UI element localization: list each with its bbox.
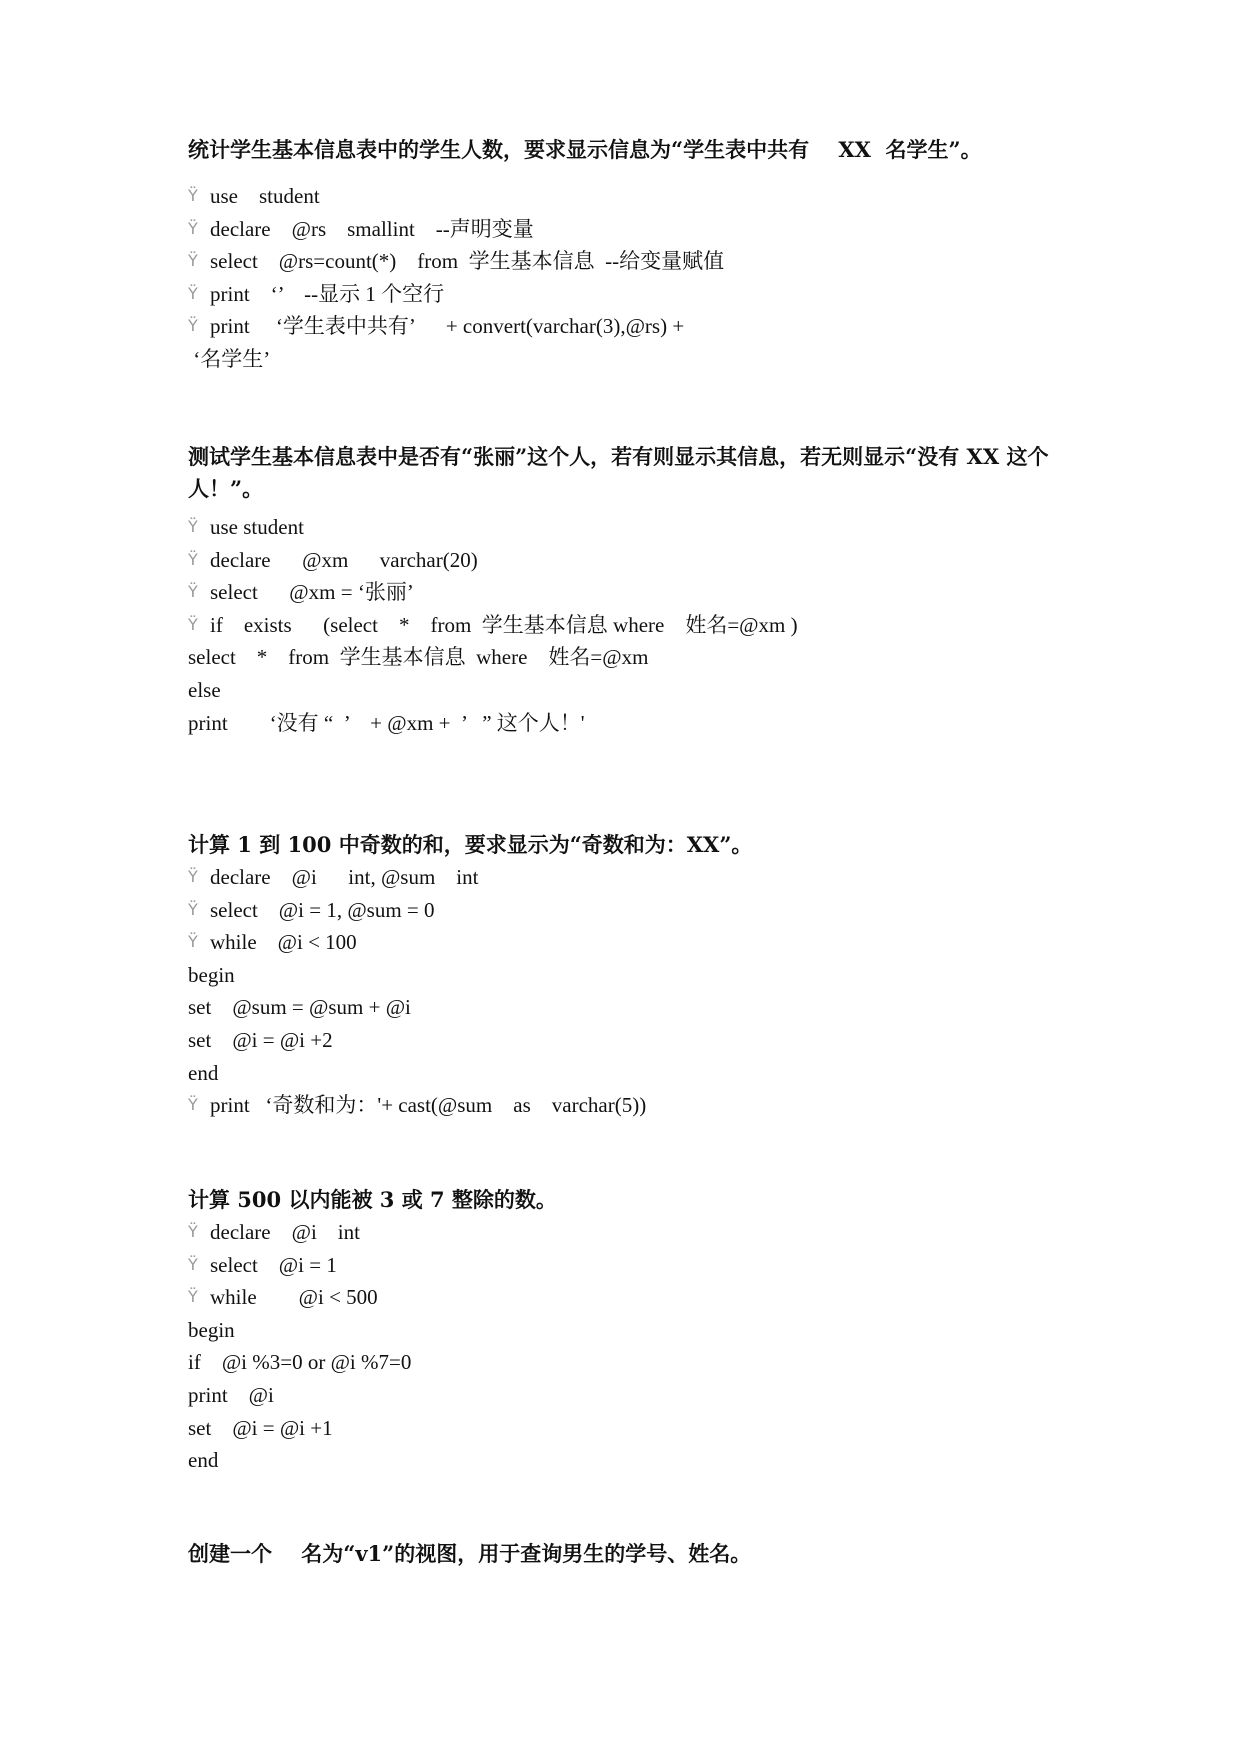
bullet-mark-icon: Ÿ	[188, 186, 198, 205]
code-block	[188, 180, 1088, 376]
code-line	[188, 1314, 1088, 1347]
code-text: use student	[210, 184, 320, 208]
code-text: set @i = @i +2	[188, 1027, 333, 1052]
code-line	[188, 959, 1088, 992]
code-line	[188, 609, 1068, 642]
code-line	[188, 926, 1088, 959]
section-5	[188, 1538, 1088, 1570]
section-heading: 计算 500 以内能被 3 或 7 整除的数。	[188, 1187, 557, 1212]
bullet-mark-icon: Ÿ	[188, 932, 198, 952]
code-line	[188, 180, 1088, 213]
code-text: begin	[188, 962, 235, 987]
code-text: select * from 学生基本信息 where 姓名=@xm	[188, 645, 649, 670]
bullet-mark-icon: Ÿ	[188, 218, 198, 238]
bullet-mark-icon: Ÿ	[188, 283, 198, 303]
bullet-mark-icon: Ÿ	[188, 251, 198, 271]
code-text: ‘名学生’	[188, 346, 271, 371]
code-line	[188, 576, 1068, 609]
code-text: while @i < 100	[210, 930, 357, 955]
section-4	[188, 1184, 1088, 1477]
code-text: end	[188, 1448, 219, 1473]
section-heading: 统计学生基本信息表中的学生人数，要求显示信息为“学生表中共有 XX 名学生”。	[188, 137, 982, 162]
code-block	[188, 511, 1068, 739]
code-line	[188, 544, 1068, 577]
bullet-mark-icon: Ÿ	[188, 1287, 198, 1307]
code-line	[188, 310, 1088, 343]
code-text: set @sum = @sum + @i	[188, 995, 411, 1020]
code-line	[188, 1089, 1088, 1122]
bullet-mark-icon: Ÿ	[188, 1254, 198, 1274]
code-line	[188, 707, 1068, 740]
code-line	[188, 245, 1088, 278]
code-line	[188, 278, 1088, 311]
code-text: if @i %3=0 or @i %7=0	[188, 1350, 412, 1375]
code-text: declare @rs smallint --声明变量	[210, 216, 534, 241]
section-heading: 计算 1 到 100 中奇数的和，要求显示为“奇数和为：XX”。	[188, 832, 753, 857]
code-text: declare @i int	[210, 1220, 360, 1244]
code-line	[188, 1346, 1088, 1379]
code-line	[188, 1281, 1088, 1314]
code-text: begin	[188, 1317, 235, 1342]
section-heading: 创建一个 名为“v1”的视图，用于查询男生的学号、姓名。	[188, 1541, 752, 1566]
code-text: if exists (select * from 学生基本信息 where 姓名=@xm )	[210, 612, 798, 637]
code-text: use student	[210, 515, 304, 539]
bullet-mark-icon: Ÿ	[188, 1095, 198, 1115]
code-line	[188, 343, 1088, 376]
code-line	[188, 641, 1068, 674]
section-3	[188, 829, 1088, 1122]
code-line	[188, 1444, 1088, 1477]
section-heading: 测试学生基本信息表中是否有“张丽”这个人，若有则显示其信息，若无则显示“没有 XX 这个人！”。	[188, 444, 1049, 501]
code-line	[188, 894, 1088, 927]
code-line	[188, 674, 1068, 707]
section-1	[188, 134, 1088, 376]
bullet-mark-icon: Ÿ	[188, 316, 198, 336]
code-text: select @rs=count(*) from 学生基本信息 --给变量赋值	[210, 249, 725, 274]
code-line	[188, 213, 1088, 246]
bullet-mark-icon: Ÿ	[188, 614, 198, 634]
code-text: declare @xm varchar(20)	[210, 547, 478, 572]
code-line	[188, 1412, 1088, 1445]
code-line	[188, 1216, 1088, 1249]
bullet-mark-icon: Ÿ	[188, 867, 198, 886]
code-line	[188, 861, 1088, 894]
code-text: print @i	[188, 1382, 274, 1407]
code-text: print ‘没有 “ ’ + @xm + ’ ” 这个人！'	[188, 710, 585, 735]
code-block	[188, 1216, 1088, 1477]
code-line	[188, 991, 1088, 1024]
bullet-mark-icon: Ÿ	[188, 1222, 198, 1241]
code-text: else	[188, 677, 221, 702]
code-text: set @i = @i +1	[188, 1415, 333, 1440]
code-text: declare @i int, @sum int	[210, 865, 479, 889]
code-line	[188, 511, 1068, 544]
code-line	[188, 1249, 1088, 1282]
code-text: select @i = 1, @sum = 0	[210, 897, 435, 922]
code-line	[188, 1057, 1088, 1090]
code-text: select @xm = ‘张丽’	[210, 580, 414, 605]
code-text: print ‘学生表中共有’ + convert(varchar(3),@rs) +	[210, 314, 685, 339]
code-text: print ‘’ --显示 1 个空行	[210, 281, 445, 306]
code-line	[188, 1024, 1088, 1057]
bullet-mark-icon: Ÿ	[188, 549, 198, 569]
code-text: end	[188, 1060, 219, 1085]
section-2	[188, 441, 1068, 739]
code-text: while @i < 500	[210, 1285, 378, 1310]
code-text: print ‘奇数和为：'+ cast(@sum as varchar(5))	[210, 1093, 647, 1118]
bullet-mark-icon: Ÿ	[188, 517, 198, 536]
code-line	[188, 1379, 1088, 1412]
code-text: select @i = 1	[210, 1252, 337, 1277]
bullet-mark-icon: Ÿ	[188, 899, 198, 919]
code-block	[188, 861, 1088, 1122]
bullet-mark-icon: Ÿ	[188, 582, 198, 602]
